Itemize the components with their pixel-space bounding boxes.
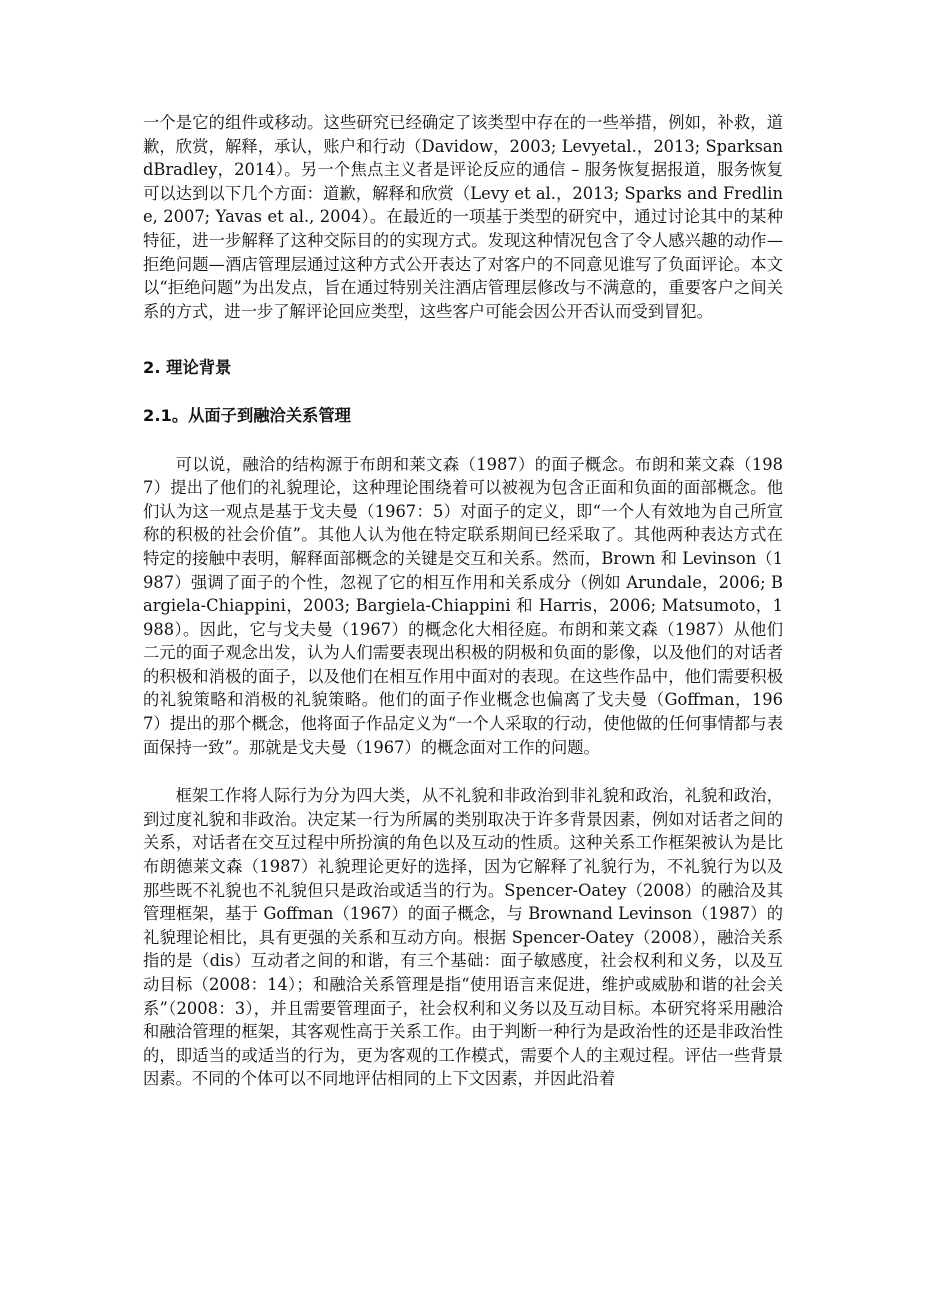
- subsection-heading-face-to-rapport: 2.1。从面子到融洽关系管理: [143, 405, 351, 425]
- framework-paragraph: 框架工作将人际行为分为四大类，从不礼貌和非政治到非礼貌和政治，礼貌和政治，到过度礼貌和非政治。决定某一行为所属的类别取决于许多背景因素，例如对话者之间的关系，对话者在交互过程中所扮演的角色以及互动的性质。这种关系工作框架被认为是比布朗德莱文森（1987）礼貌理论更好的选择，因为它解释了礼貌行为，不礼貌行为以及那些既不礼貌也不礼貌但只是政治或适当的行为。Spencer-Oatey（2008）的融洽及其管理框架，基于 Goffman（1967）的面子概念，与 Brownand Levinson（1987）的礼貌理论相比，具有更强的关系和互动方向。根据 Spencer-Oatey（2008），融洽关系指的是（dis）互动者之间的和谐，有三个基础：面子敏感度，社会权利和义务，以及互动目标（2008：14）；和融洽关系管理是指“使用语言来促进，维护或威胁和谐的社会关系”（2008：3），并且需要管理面子，社会权利和义务以及互动目标。本研究将采用融洽和融洽管理的框架，其客观性高于关系工作。由于判断一种行为是政治性的还是非政治性的，即适当的或适当的行为，更为客观的工作模式，需要个人的主观过程。评估一些背景因素。不同的个体可以不同地评估相同的上下文因素，并因此沿着: [143, 786, 783, 1089]
- section-heading-theoretical-background: 2. 理论背景: [143, 358, 232, 378]
- face-concept-paragraph: 可以说，融洽的结构源于布朗和莱文森（1987）的面子概念。布朗和莱文森（1987）提出了他们的礼貌理论，这种理论围绕着可以被视为包含正面和负面的面部概念。他们认为这一观点是基于戈夫曼（1967：5）对面子的定义，即“一个人有效地为自己所宣称的积极的社会价值”。其他人认为他在特定联系期间已经采取了。其他两种表达方式在特定的接触中表明，解释面部概念的关键是交互和关系。然而，Brown 和 Levinson（1987）强调了面子的个性，忽视了它的相互作用和关系成分（例如 Arundale，2006; Bargiela-Chiappini，2003; Bargiela-Chiappini 和 Harris，2006; Matsumoto，1988）。因此，它与戈夫曼（1967）的概念化大相径庭。布朗和莱文森（1987）从他们二元的面子观念出发，认为人们需要表现出积极的阴极和负面的影像，以及他们的对话者的积极和消极的面子，以及他们在相互作用中面对的表现。在这些作品中，他们需要积极的礼貌策略和消极的礼貌策略。他们的面子作业概念也偏离了戈夫曼（Goffman，1967）提出的那个概念，他将面子作品定义为“一个人采取的行动，使他做的任何事情都与表面保持一致”。那就是戈夫曼（1967）的概念面对工作的问题。: [143, 454, 783, 757]
- document-page: [143, 111, 783, 1091]
- intro-paragraph: 一个是它的组件或移动。这些研究已经确定了该类型中存在的一些举措，例如，补救，道歉，欣赏，解释，承认，账户和行动（Davidow，2003; Levyetal.，2013; SparksandBradley，2014）。另一个焦点主义者是评论反应的通信 – 服务恢复据报道，服务恢复可以达到以下几个方面：道歉，解释和欣赏（Levy et al.，2013; Sparks and Fredline, 2007; Yavas et al., 2004）。在最近的一项基于类型的研究中，通过讨论其中的某种特征，进一步解释了这种交际目的的实现方式。发现这种情况包含了令人感兴趣的动作—拒绝问题—酒店管理层通过这种方式公开表达了对客户的不同意见谁写了负面评论。本文以“拒绝问题”为出发点，旨在通过特别关注酒店管理层修改与不满意的，重要客户之间关系的方式，进一步了解评论回应类型，这些客户可能会因公开否认而受到冒犯。: [143, 113, 783, 321]
